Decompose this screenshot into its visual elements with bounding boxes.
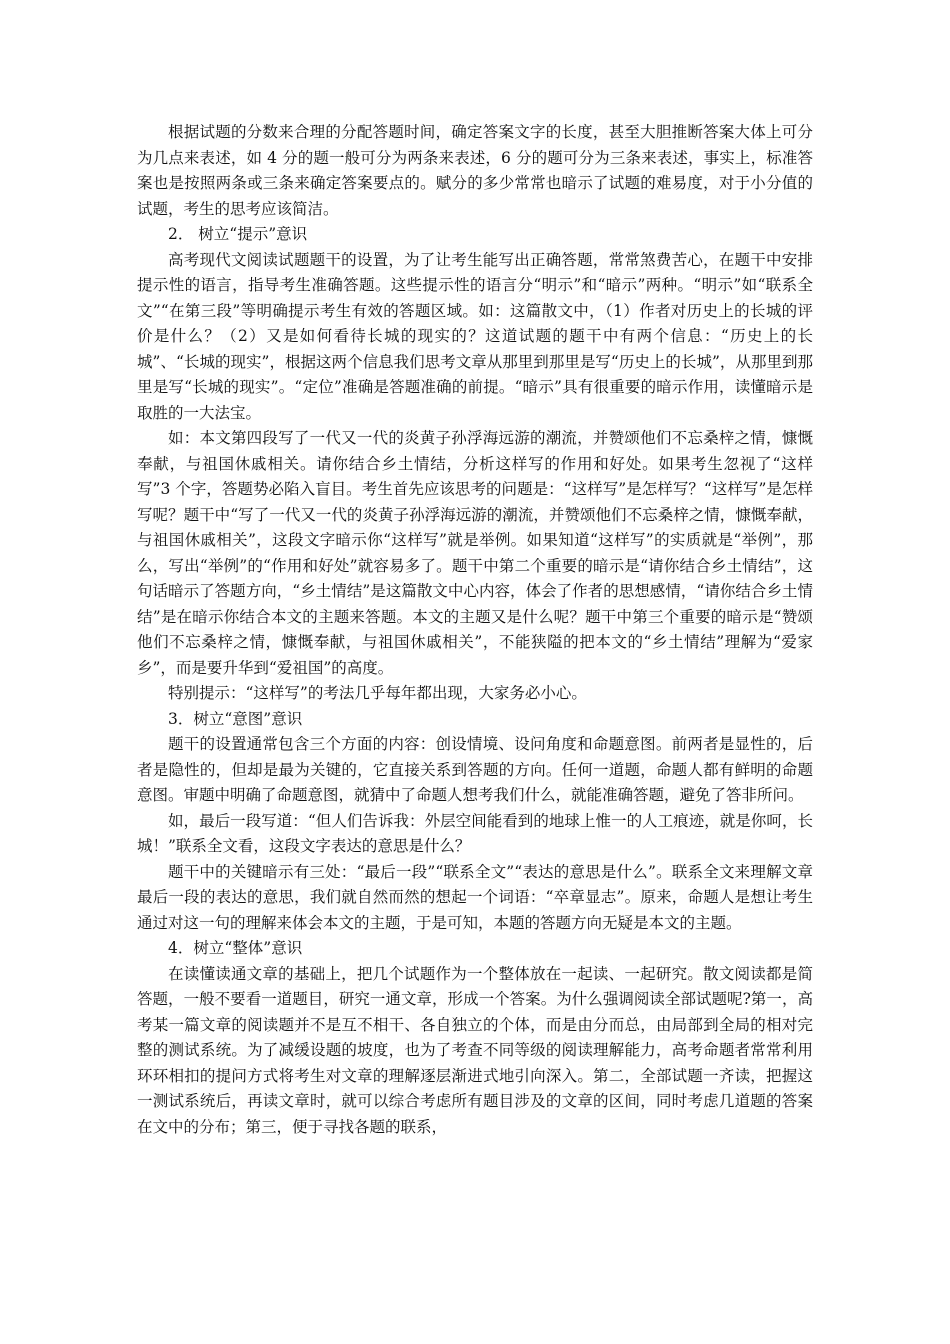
paragraph-intent-explanation: 题干的设置通常包含三个方面的内容：创设情境、设问角度和命题意图。前两者是显性的，后者是隐性的，但却是最为关键的，它直接关系到答题的方向。任何一道题，命题人都有鲜明的命题意图。审题中明确了命题意图，就猜中了命题人想考我们什么，就能准确答题，避免了答非所问。 — [137, 735, 813, 804]
document-body — [137, 120, 813, 1140]
paragraph-intent-example: 如，最后一段写道：“但人们告诉我：外层空间能看到的地球上惟一的人工痕迹，就是你呵，长城！”联系全文看，这段文字表达的意思是什么？ — [137, 811, 813, 855]
heading-hint-awareness: 2． 树立“提示”意识 — [168, 225, 308, 243]
paragraph-scoring: 根据试题的分数来合理的分配答题时间，确定答案文字的长度，甚至大胆推断答案大体上可分为几点来表述，如 4 分的题一般可分为两条来表述，6 分的题可分为三条来表述，事实上，标准答案也是按照两条或三条来确定答案要点的。赋分的多少常常也暗示了试题的难易度，对于小分值的试题，考生的思考应该简洁。 — [137, 123, 813, 218]
paragraph-hint-example: 如：本文第四段写了一代又一代的炎黄子孙浮海远游的潮流，并赞颂他们不忘桑梓之情，慷慨奉献，与祖国休戚相关。请你结合乡土情结，分析这样写的作用和好处。如果考生忽视了“这样写”3 个字，答题势必陷入盲目。考生首先应该思考的问题是：“这样写”是怎样写？“这样写”是怎样写呢？题干中“写了一代又一代的炎黄子孙浮海远游的潮流，并赞颂他们不忘桑梓之情，慷慨奉献，与祖国休戚相关”，这段文字暗示你“这样写”就是举例。如果知道“这样写”的实质就是“举例”，那么，写出“举例”的“作用和好处”就容易多了。题干中第二个重要的暗示是“请你结合乡土情结”，这句话暗示了答题方向，“乡土情结”是这篇散文中心内容，体会了作者的思想感情，“请你结合乡土情结”是在暗示你结合本文的主题来答题。本文的主题又是什么呢？题干中第三个重要的暗示是“赞颂他们不忘桑梓之情，慷慨奉献，与祖国休戚相关”，不能狭隘的把本文的“乡土情结”理解为“爱家乡”，而是要升华到“爱祖国”的高度。 — [137, 429, 813, 677]
paragraph-special-note: 特别提示：“这样写”的考法几乎每年都出现，大家务必小心。 — [168, 684, 587, 702]
paragraph-whole-explanation: 在读懂读通文章的基础上，把几个试题作为一个整体放在一起读、一起研究。散文阅读都是简答题，一般不要看一道题目，研究一通文章，形成一个答案。为什么强调阅读全部试题呢?第一，高考某一篇文章的阅读题并不是互不相干、各自独立的个体，而是由分而总，由局部到全局的相对完整的测试系统。为了减缓设题的坡度，也为了考查不同等级的阅读理解能力，高考命题者常常利用环环相扣的提问方式将考生对文章的理解逐层渐进式地引向深入。第二，全部试题一齐读，把握这一测试系统后，再读文章时，就可以综合考虑所有题目涉及的文章的区间，同时考虑几道题的答案在文中的分布；第三，便于寻找各题的联系， — [137, 964, 813, 1136]
paragraph-hint-explanation: 高考现代文阅读试题题干的设置，为了让考生能写出正确答题，常常煞费苦心，在题干中安排提示性的语言，指导考生准确答题。这些提示性的语言分“明示”和“暗示”两种。“明示”如“联系全文”“在第三段”等明确提示考生有效的答题区域。如：这篇散文中，（1）作者对历史上的长城的评价是什么？（2）又是如何看待长城的现实的？这道试题的题干中有两个信息：“历史上的长城”、“长城的现实”，根据这两个信息我们思考文章从那里到那里是写“历史上的长城”，从那里到那里是写“长城的现实”。“定位”准确是答题准确的前提。“暗示”具有很重要的暗示作用，读懂暗示是取胜的一大法宝。 — [137, 250, 813, 422]
heading-intent-awareness: 3．树立“意图”意识 — [168, 709, 303, 728]
paragraph-intent-analysis: 题干中的关键暗示有三处：“最后一段”“联系全文”“表达的意思是什么”。联系全文来理解文章最后一段的表达的意思，我们就自然而然的想起一个词语：“卒章显志”。原来，命题人是想让考生通过对这一句的理解来体会本文的主题，于是可知，本题的答题方向无疑是本文的主题。 — [137, 862, 813, 932]
heading-whole-awareness: 4．树立“整体”意识 — [168, 939, 303, 957]
